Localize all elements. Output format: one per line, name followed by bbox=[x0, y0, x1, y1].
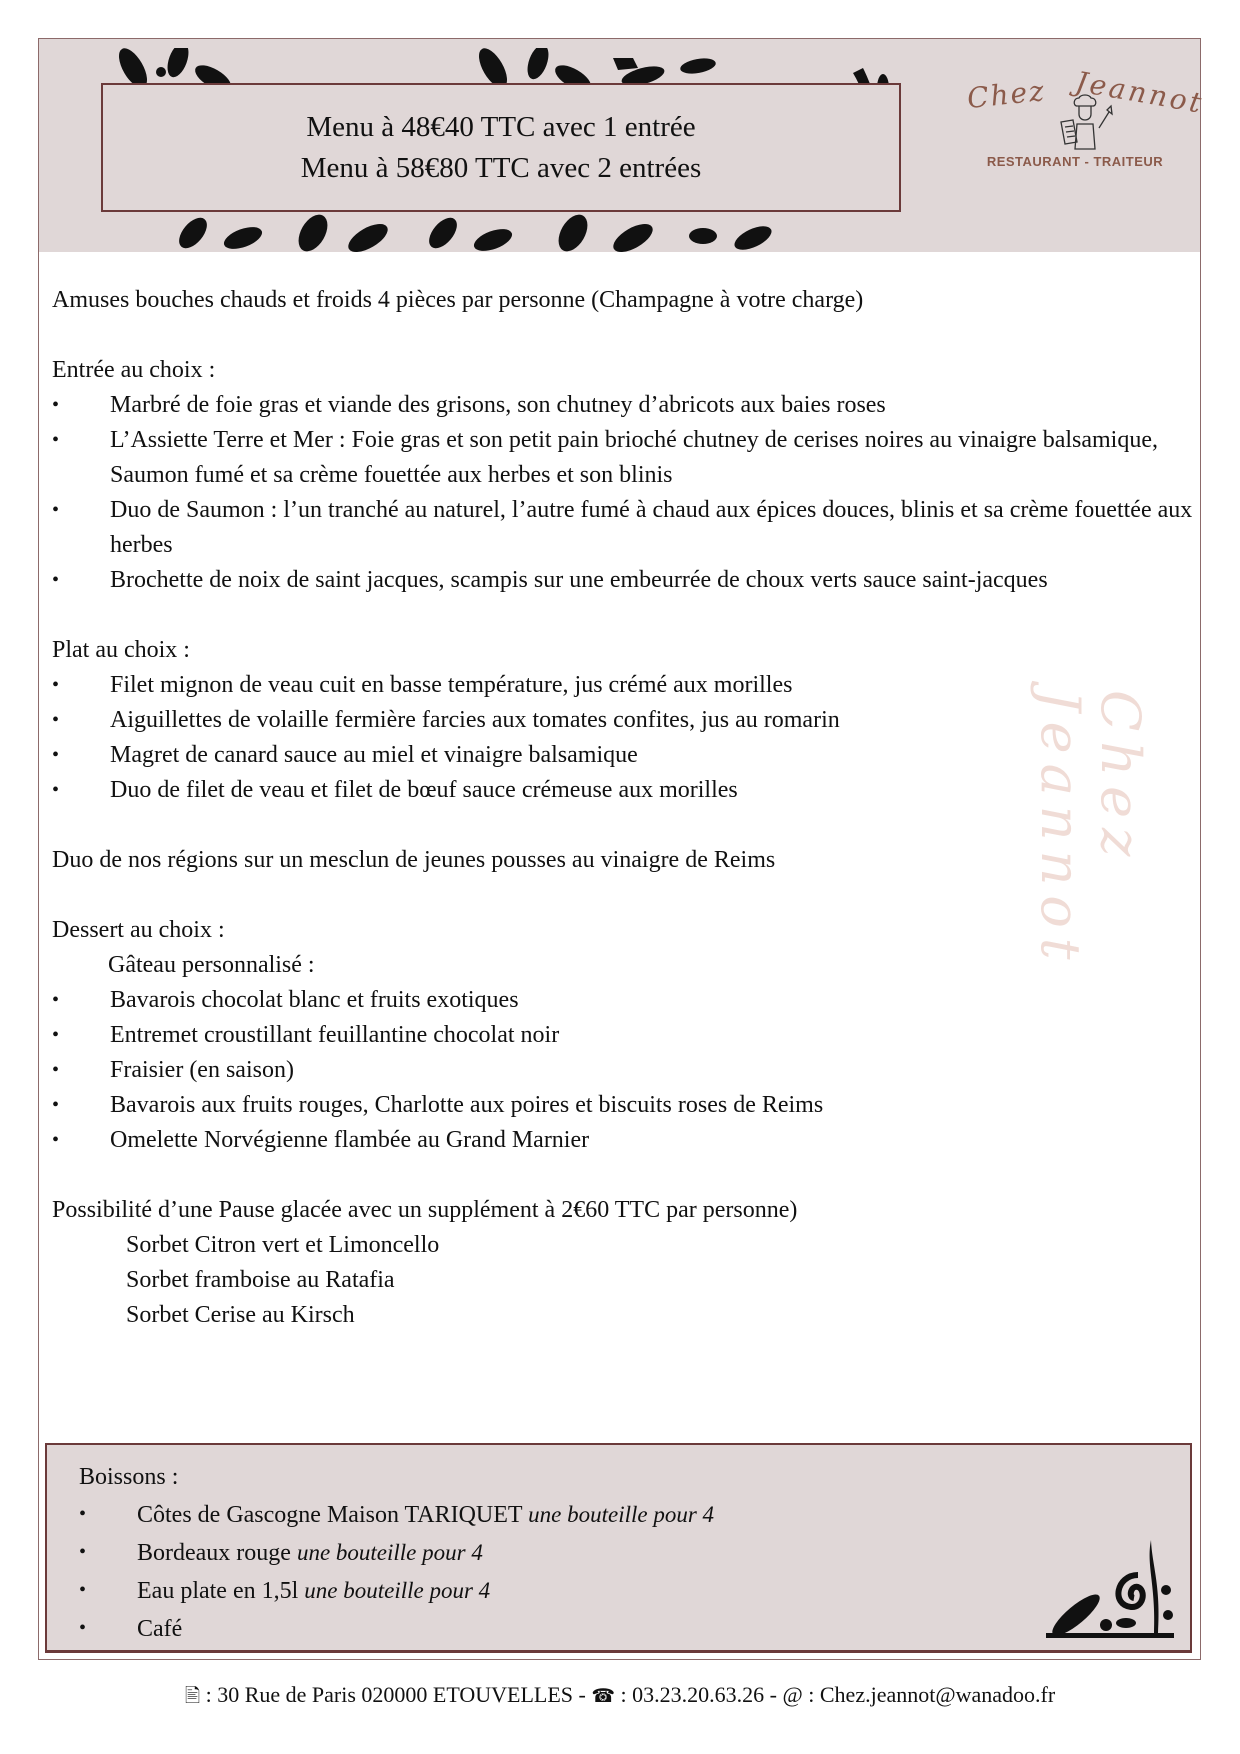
list-item: • Aiguillettes de volaille fermière farcies aux tomates confites, jus au romarin bbox=[52, 703, 1202, 738]
at-icon: @ bbox=[782, 1682, 803, 1707]
dessert-title: Dessert au choix : bbox=[52, 917, 225, 943]
drink-name: Café bbox=[137, 1616, 183, 1642]
plat-title: Plat au choix : bbox=[52, 637, 190, 663]
list-item: Sorbet Citron vert et Limoncello bbox=[126, 1232, 440, 1258]
corner-ornament-icon bbox=[1046, 1535, 1176, 1640]
drinks-box bbox=[45, 1443, 1192, 1653]
drink-item bbox=[79, 1496, 714, 1534]
chef-icon bbox=[1055, 94, 1115, 152]
logo-subtitle: RESTAURANT - TRAITEUR bbox=[986, 154, 1164, 169]
list-item: • Bavarois chocolat blanc et fruits exotiques bbox=[52, 983, 1202, 1018]
footer-contact bbox=[0, 1680, 1240, 1711]
list-item: • Filet mignon de veau cuit en basse température, jus crémé aux morilles bbox=[52, 668, 1202, 703]
amuses-bouches: Amuses bouches chauds et froids 4 pièces par personne (Champagne à votre charge) bbox=[52, 287, 864, 313]
restaurant-logo bbox=[955, 64, 1207, 182]
list-item: • Omelette Norvégienne flambée au Grand Marnier bbox=[52, 1123, 1202, 1158]
drink-note: une bouteille pour 4 bbox=[304, 1578, 491, 1603]
menu-content bbox=[52, 283, 1202, 1333]
drink-item bbox=[79, 1610, 714, 1648]
price-box bbox=[101, 83, 901, 212]
logo-script-chez: Chez bbox=[965, 73, 1048, 116]
list-item: • L’Assiette Terre et Mer : Foie gras et son petit pain brioché chutney de cerises noires au vinaigre balsamique, Saumon fumé et sa crème fouettée aux herbes et son blinis bbox=[52, 423, 1202, 493]
drink-item bbox=[79, 1572, 714, 1610]
list-item: Sorbet Cerise au Kirsch bbox=[126, 1302, 355, 1328]
list-item: • Fraisier (en saison) bbox=[52, 1053, 1202, 1088]
list-item: • Duo de filet de veau et filet de bœuf sauce crémeuse aux morilles bbox=[52, 773, 1202, 808]
list-item: • Magret de canard sauce au miel et vinaigre balsamique bbox=[52, 738, 1202, 773]
list-item: • Bavarois aux fruits rouges, Charlotte aux poires et biscuits roses de Reims bbox=[52, 1088, 1202, 1123]
phone-icon: ☎ bbox=[591, 1685, 616, 1707]
dessert-subtitle: Gâteau personnalisé : bbox=[108, 952, 315, 978]
drink-note: une bouteille pour 4 bbox=[528, 1502, 715, 1527]
mail-icon: 🖹 bbox=[184, 1685, 201, 1707]
pause-title: Possibilité d’une Pause glacée avec un supplément à 2€60 TTC par personne) bbox=[52, 1197, 798, 1223]
list-item: Sorbet framboise au Ratafia bbox=[126, 1267, 395, 1293]
watermark-text: Chez Jeannot bbox=[1029, 690, 1152, 970]
footer-email[interactable]: : Chez.jeannot@wanadoo.fr bbox=[802, 1682, 1056, 1707]
price-line-2: Menu à 58€80 TTC avec 2 entrées bbox=[300, 151, 702, 184]
drink-name: Bordeaux rouge bbox=[137, 1540, 297, 1566]
drink-name: Côtes de Gascogne Maison TARIQUET bbox=[137, 1502, 529, 1528]
entree-title: Entrée au choix : bbox=[52, 357, 216, 383]
logo-script-jeannot: Jeannot bbox=[1073, 64, 1207, 121]
drink-item bbox=[79, 1534, 714, 1572]
list-item: • Duo de Saumon : l’un tranché au naturel, l’autre fumé à chaud aux épices douces, blinis et sa crème fouettée aux herbes bbox=[52, 493, 1202, 563]
footer-address: : 30 Rue de Paris 020000 ETOUVELLES - bbox=[200, 1682, 592, 1707]
drinks-title: Boissons : bbox=[79, 1464, 179, 1490]
drink-note: une bouteille pour 4 bbox=[296, 1540, 483, 1565]
fromage-course: Duo de nos régions sur un mesclun de jeunes pousses au vinaigre de Reims bbox=[52, 847, 776, 873]
list-item: • Brochette de noix de saint jacques, scampis sur une embeurrée de choux verts sauce saint-jacques bbox=[52, 563, 1202, 598]
drink-name: Eau plate en 1,5l bbox=[137, 1578, 305, 1604]
price-line-1: Menu à 48€40 TTC avec 1 entrée bbox=[306, 110, 696, 143]
list-item: • Marbré de foie gras et viande des grisons, son chutney d’abricots aux baies roses bbox=[52, 388, 1202, 423]
list-item: • Entremet croustillant feuillantine chocolat noir bbox=[52, 1018, 1202, 1053]
footer-phone: : 03.23.20.63.26 - bbox=[615, 1682, 783, 1707]
